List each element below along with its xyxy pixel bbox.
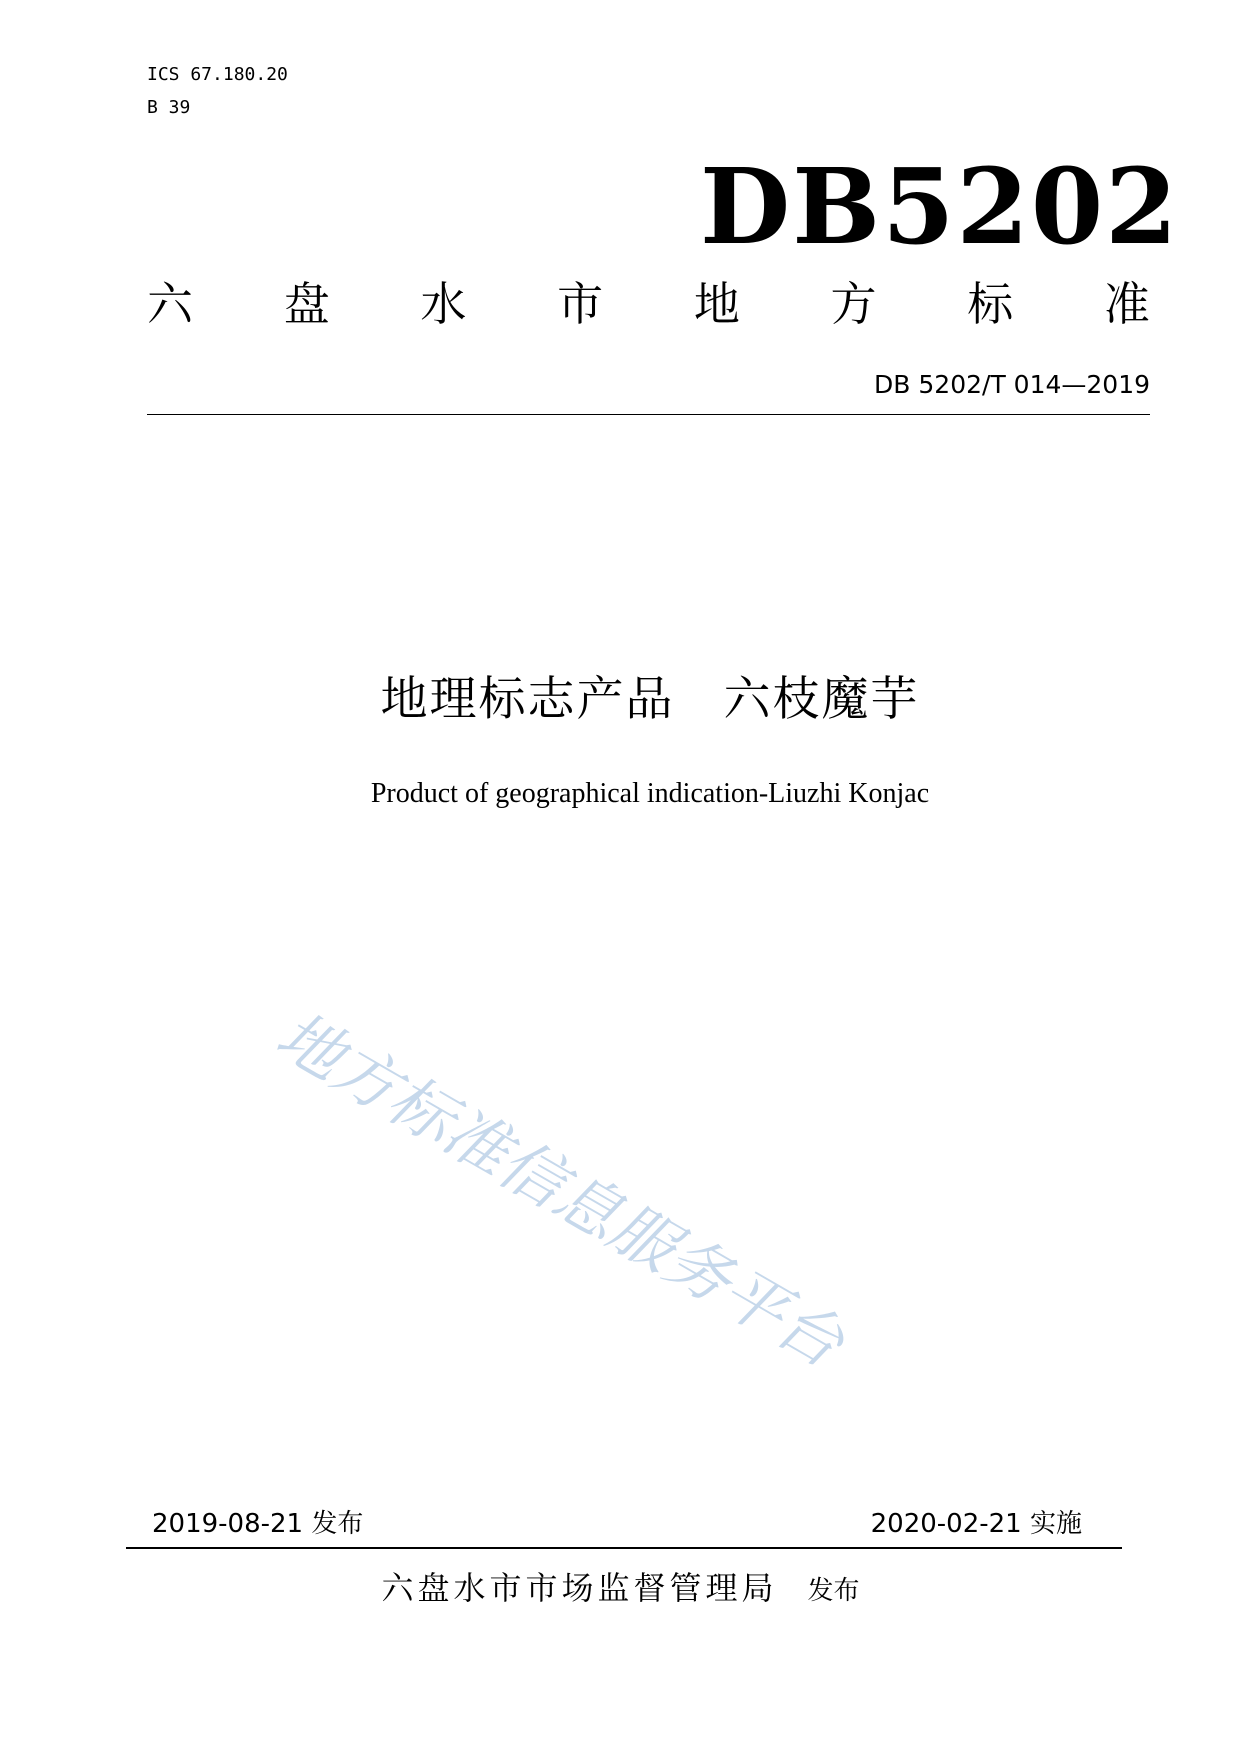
standard-type-char: 盘 — [283, 277, 330, 331]
watermark: 地方标准信息服务平台 — [264, 998, 856, 1383]
issuer — [0, 1568, 1241, 1611]
standard-type-char: 市 — [557, 277, 604, 331]
standard-type-char: 标 — [967, 277, 1014, 331]
publish-date: 2019-08-21 发布 — [152, 1509, 364, 1539]
header-divider — [147, 414, 1150, 415]
document-title-english: Product of geographical indication-Liuzhi Konjac — [370, 778, 930, 809]
ics-code: ICS 67.180.20 — [147, 64, 288, 85]
standard-type — [147, 276, 1150, 332]
standard-number: DB 5202/T 014—2019 — [874, 370, 1150, 399]
issuing-organization: 六盘水市市场监督管理局 — [381, 1569, 778, 1607]
document-title-chinese: 地理标志产品 六枝魔芋 — [380, 672, 920, 727]
standard-type-char: 方 — [830, 277, 877, 331]
standard-type-char: 六 — [147, 277, 193, 331]
standard-type-char: 地 — [693, 277, 740, 331]
footer-divider — [126, 1547, 1122, 1549]
ccs-code: B 39 — [147, 97, 191, 118]
standard-type-char: 水 — [420, 277, 467, 331]
db-logo: DB5202 — [700, 145, 1180, 268]
issuer-action: 发布 — [807, 1576, 860, 1606]
implementation-date: 2020-02-21 实施 — [870, 1509, 1082, 1539]
standard-type-char: 准 — [1103, 277, 1150, 331]
